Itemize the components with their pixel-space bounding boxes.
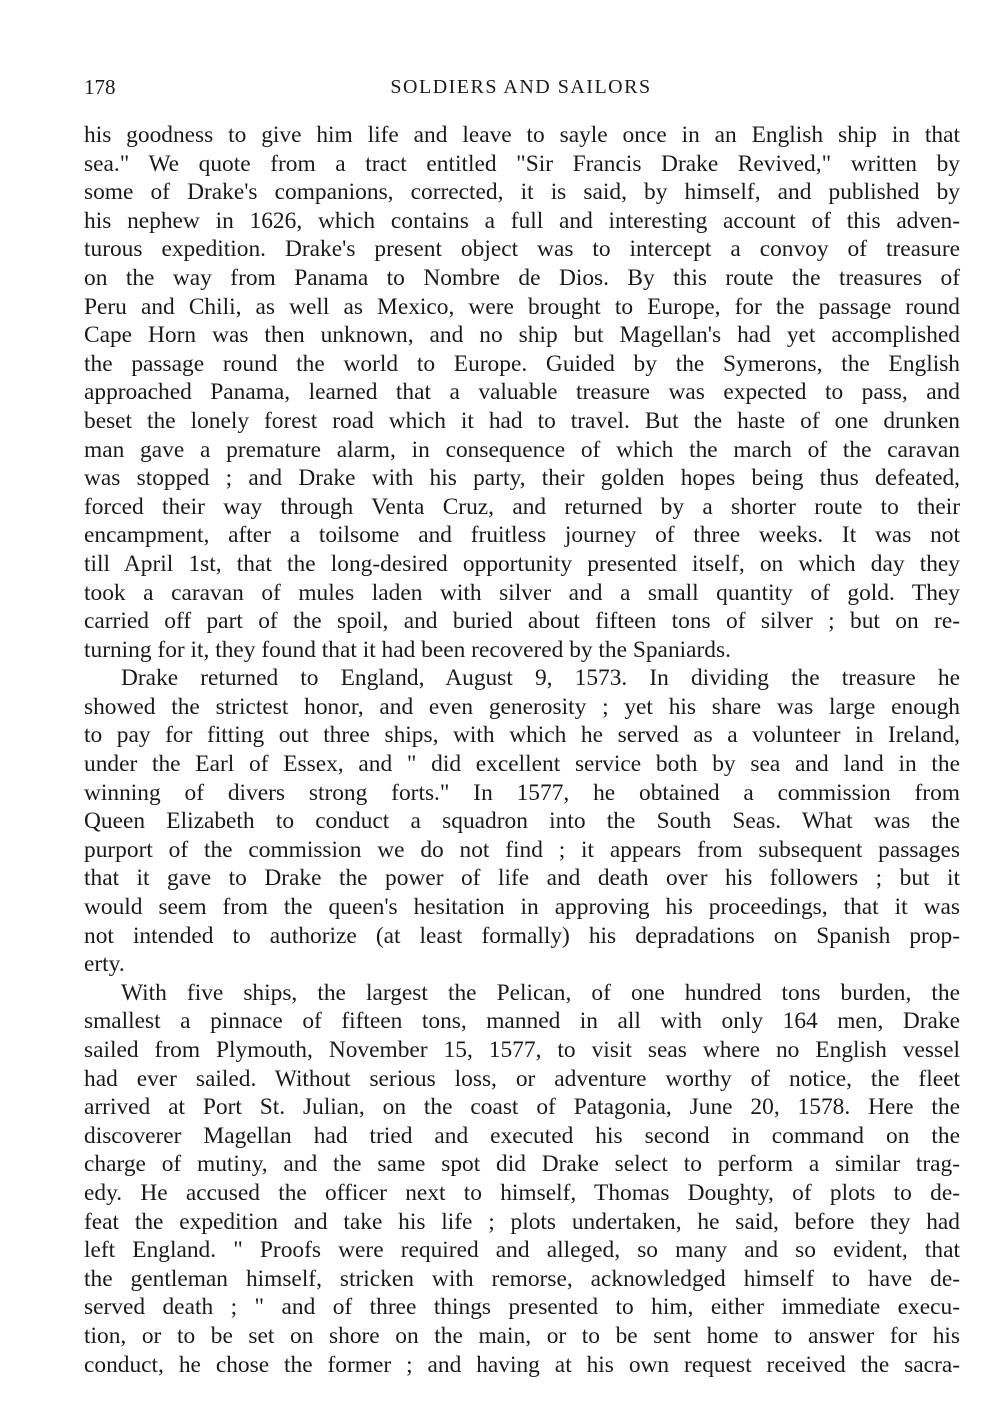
text-line: smallest a pinnace of fifteen tons, manned in all with only 164 men, Drake [84,1008,960,1035]
body-text [84,121,960,1379]
text-line: arrived at Port St. Julian, on the coast of Patagonia, June 20, 1578. Here the [84,1094,960,1121]
text-line: forced their way through Venta Cruz, and returned by a shorter route to their [84,493,960,520]
text-line: discoverer Magellan had tried and executed his second in command on the [84,1122,960,1149]
text-line: beset the lonely forest road which it had to travel. But the haste of one drunken [84,407,960,434]
text-line: approached Panama, learned that a valuable treasure was expected to pass, and [84,379,960,406]
paragraph-first-line: Drake returned to England, August 9, 1573. In dividing the treasure he [121,665,960,692]
text-line: not intended to authorize (at least formally) his depradations on Spanish prop- [84,922,960,949]
text-line: Peru and Chili, as well as Mexico, were brought to Europe, for the passage round [84,293,960,320]
text-line: sailed from Plymouth, November 15, 1577, to visit seas where no English vessel [84,1037,960,1063]
text-line: feat the expedition and take his life ; plots undertaken, he said, before they had [84,1208,960,1235]
paragraph-last-line: turning for it, they found that it had been recovered by the Spaniards. [84,636,731,663]
text-line: Cape Horn was then unknown, and no ship but Magellan's had yet accomplished [84,322,960,349]
text-line: winning of divers strong forts." In 1577, he obtained a commission from [84,779,960,806]
text-line: Queen Elizabeth to conduct a squadron into the South Seas. What was the [84,808,960,835]
text-line: would seem from the queen's hesitation in approving his proceedings, that it was [84,894,960,921]
text-line: encampment, after a toilsome and fruitless journey of three weeks. It was not [84,522,960,549]
text-line: took a caravan of mules laden with silver and a small quantity of gold. They [84,579,960,606]
text-line: on the way from Panama to Nombre de Dios. By this route the treasures of [84,264,960,291]
text-line: was stopped ; and Drake with his party, their golden hopes being thus defeated, [84,465,960,492]
text-line: his goodness to give him life and leave to sayle once in an English ship in that [84,122,960,148]
running-title: SOLDIERS AND SAILORS [390,76,652,98]
text-line: his nephew in 1626, which contains a full and interesting account of this adven- [84,207,960,234]
text-line: tion, or to be set on shore on the main, or to be sent home to answer for his [84,1322,960,1349]
text-line: that it gave to Drake the power of life and death over his followers ; but it [84,865,960,892]
text-line: conduct, he chose the former ; and having at his own request received the sacra- [84,1351,960,1378]
text-line: carried off part of the spoil, and buried about fifteen tons of silver ; but on re- [84,608,960,635]
text-line: the gentleman himself, stricken with remorse, acknowledged himself to have de- [84,1265,960,1292]
text-line: purport of the commission we do not find ; it appears from subsequent passages [84,836,960,863]
text-line: had ever sailed. Without serious loss, or adventure worthy of notice, the fleet [84,1065,960,1092]
paragraph-first-line: With five ships, the largest the Pelican, of one hundred tons burden, the [121,979,960,1006]
text-line: left England. " Proofs were required and alleged, so many and so evident, that [84,1237,960,1264]
text-line: charge of mutiny, and the same spot did Drake select to perform a similar trag- [84,1151,960,1178]
text-line: under the Earl of Essex, and " did excellent service both by sea and land in the [84,751,960,778]
text-line: served death ; " and of three things presented to him, either immediate execu- [84,1294,960,1321]
text-line: edy. He accused the officer next to himself, Thomas Doughty, of plots to de- [84,1179,960,1206]
text-line: the passage round the world to Europe. Guided by the Symerons, the English [84,350,960,377]
page-header [84,72,958,102]
text-line: man gave a premature alarm, in consequence of which the march of the caravan [84,436,960,463]
text-line: till April 1st, that the long-desired opportunity presented itself, on which day they [84,550,960,577]
text-line: some of Drake's companions, corrected, it is said, by himself, and published by [84,179,960,206]
text-line: turous expedition. Drake's present object was to intercept a convoy of treasure [84,236,960,263]
text-line: to pay for fitting out three ships, with which he served as a volunteer in Ireland, [84,722,960,749]
text-line: showed the strictest honor, and even generosity ; yet his share was large enough [84,693,960,720]
page-number: 178 [84,75,116,99]
text-line: sea." We quote from a tract entitled "Sir Francis Drake Revived," written by [84,150,960,177]
paragraph-last-line: erty. [84,951,125,978]
